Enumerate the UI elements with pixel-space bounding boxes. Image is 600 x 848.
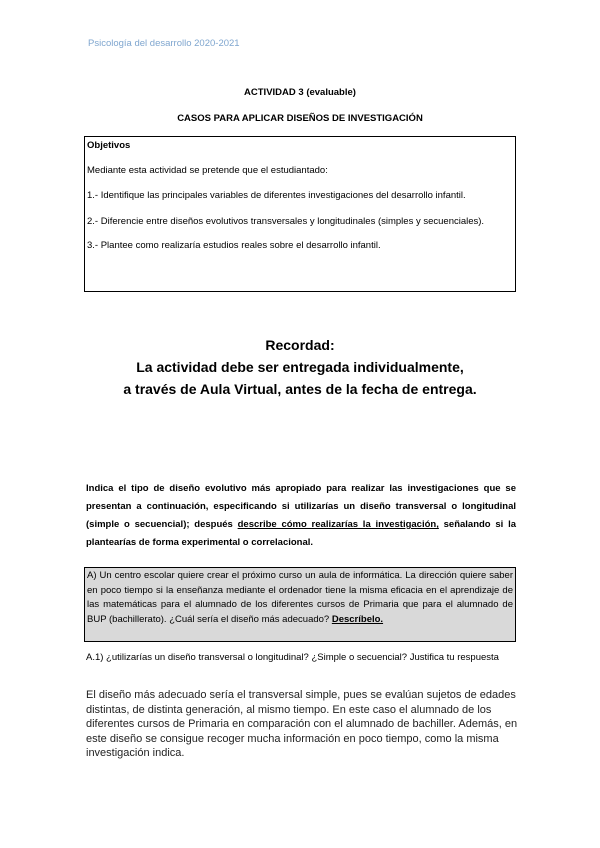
activity-title: ACTIVIDAD 3 (evaluable)	[244, 87, 356, 98]
case-a-box	[84, 567, 516, 642]
objective-item-1: 1.- Identifique las principales variables de diferentes investigaciones del desarrollo infantil.	[87, 190, 466, 201]
instructions-underlined: describe cómo realizarías la investigación,	[237, 519, 439, 530]
instructions-paragraph	[86, 480, 516, 552]
activity-subtitle: CASOS PARA APLICAR DISEÑOS DE INVESTIGACIÓN	[177, 113, 423, 124]
objectives-intro: Mediante esta actividad se pretende que el estudiantado:	[87, 164, 328, 176]
objective-item-3: 3.- Plantee como realizaría estudios reales sobre el desarrollo infantil.	[87, 240, 381, 251]
instructions-text-1: Indica el tipo de diseño evolutivo más apropiado para realizar las investigaciones que se presentan a continuación, especificando si utilizarías un diseño transversal o longitudinal (simple o secuencial); después	[86, 483, 516, 530]
reminder-line-1: La actividad debe ser entregada individualmente,	[136, 359, 464, 375]
case-a-text: A) Un centro escolar quiere crear el próximo curso un aula de informática. La dirección quiere saber en poco tiempo si la enseñanza mediante el ordenador tiene la misma eficacia en el aprendizaje de las matemáticas para el alumnado de los diferentes cursos de Primaria que para el alumnado de BUP (bachillerato). ¿Cuál sería el diseño más adecuado?	[87, 570, 513, 625]
answer-a1: El diseño más adecuado sería el transversal simple, pues se evalúan sujetos de edades distintas, de distinta generación, al mismo tiempo. En este caso el alumnado de los diferentes cursos de Primaria en comparación con el alumnado de bachiller. Además, en este diseño se consigue recoger mucha información en poco tiempo, como la misma investigación indica.	[86, 689, 518, 759]
case-a-describe: Descríbelo.	[331, 613, 384, 625]
question-a1: A.1) ¿utilizarías un diseño transversal o longitudinal? ¿Simple o secuencial? Justifica tu respuesta	[86, 652, 499, 663]
reminder-heading: Recordad:	[265, 337, 335, 353]
objectives-title: Objetivos	[87, 140, 131, 151]
objective-item-2: 2.- Diferencie entre diseños evolutivos transversales y longitudinales (simples y secuenciales).	[87, 215, 485, 227]
objectives-box	[84, 136, 516, 292]
reminder-line-2: a través de Aula Virtual, antes de la fecha de entrega.	[123, 381, 477, 397]
page-header: Psicología del desarrollo 2020-2021	[88, 38, 240, 49]
instructions-text-2: señalando si la plantearías de forma experimental o correlacional.	[86, 519, 517, 548]
